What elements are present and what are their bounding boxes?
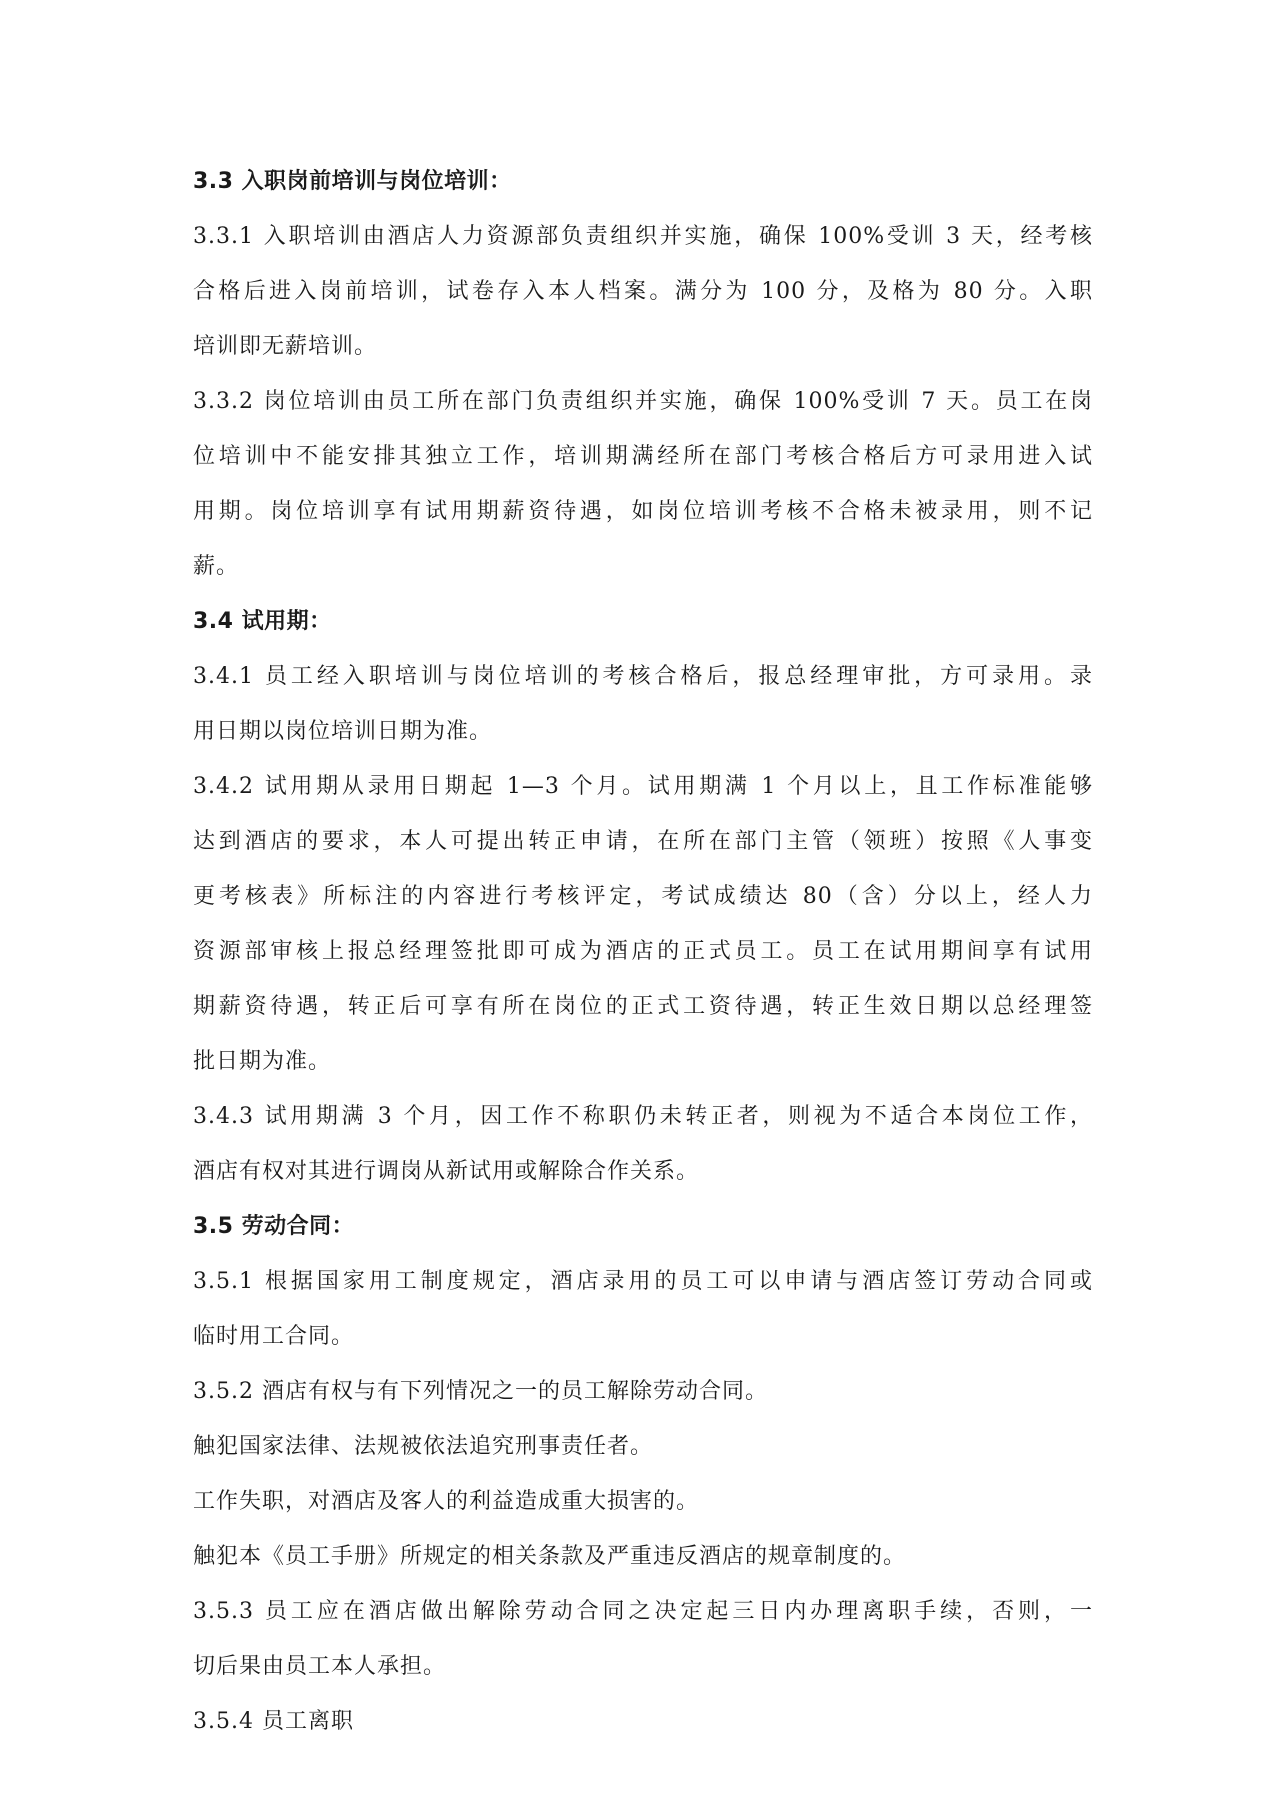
paragraph-line: 期薪资待遇，转正后可享有所在岗位的正式工资待遇，转正生效日期以总经理签 bbox=[193, 994, 1093, 1019]
paragraph-line: 3.4.3 试用期满 3 个月，因工作不称职仍未转正者，则视为不适合本岗位工作， bbox=[193, 1104, 1093, 1129]
section-heading-3-3: 3.3 入职岗前培训与岗位培训： bbox=[193, 169, 512, 194]
paragraph-line: 合格后进入岗前培训，试卷存入本人档案。满分为 100 分，及格为 80 分。入职 bbox=[193, 279, 1093, 304]
paragraph-line: 资源部审核上报总经理签批即可成为酒店的正式员工。员工在试用期间享有试用 bbox=[193, 939, 1093, 964]
paragraph-line: 批日期为准。 bbox=[193, 1049, 332, 1074]
paragraph-line: 工作失职，对酒店及客人的利益造成重大损害的。 bbox=[193, 1489, 700, 1514]
paragraph-line: 3.5.3 员工应在酒店做出解除劳动合同之决定起三日内办理离职手续，否则，一 bbox=[193, 1599, 1093, 1624]
paragraph-line: 3.5.2 酒店有权与有下列情况之一的员工解除劳动合同。 bbox=[193, 1379, 768, 1404]
paragraph-line: 3.4.1 员工经入职培训与岗位培训的考核合格后，报总经理审批，方可录用。录 bbox=[193, 664, 1093, 689]
paragraph-line: 临时用工合同。 bbox=[193, 1324, 355, 1349]
paragraph-line: 触犯国家法律、法规被依法追究刑事责任者。 bbox=[193, 1434, 654, 1459]
paragraph-line: 触犯本《员工手册》所规定的相关条款及严重违反酒店的规章制度的。 bbox=[193, 1544, 907, 1569]
section-heading-3-5: 3.5 劳动合同： bbox=[193, 1214, 355, 1239]
section-heading-3-4: 3.4 试用期： bbox=[193, 609, 332, 634]
document-body bbox=[193, 163, 1093, 1758]
paragraph-line: 3.3.1 入职培训由酒店人力资源部负责组织并实施，确保 100%受训 3 天，经考核 bbox=[193, 224, 1093, 249]
paragraph-line: 酒店有权对其进行调岗从新试用或解除合作关系。 bbox=[193, 1159, 700, 1184]
paragraph-line: 更考核表》所标注的内容进行考核评定，考试成绩达 80（含）分以上，经人力 bbox=[193, 884, 1093, 909]
paragraph-line: 位培训中不能安排其独立工作，培训期满经所在部门考核合格后方可录用进入试 bbox=[193, 444, 1093, 469]
paragraph-line: 切后果由员工本人承担。 bbox=[193, 1654, 447, 1679]
paragraph-line: 3.3.2 岗位培训由员工所在部门负责组织并实施，确保 100%受训 7 天。员工在岗 bbox=[193, 389, 1093, 414]
paragraph-line: 薪。 bbox=[193, 554, 240, 579]
paragraph-line: 3.5.1 根据国家用工制度规定，酒店录用的员工可以申请与酒店签订劳动合同或 bbox=[193, 1269, 1093, 1294]
paragraph-line: 培训即无薪培训。 bbox=[193, 334, 378, 359]
paragraph-line: 3.5.4 员工离职 bbox=[193, 1709, 354, 1734]
paragraph-line: 3.4.2 试用期从录用日期起 1—3 个月。试用期满 1 个月以上，且工作标准能够 bbox=[193, 774, 1093, 799]
paragraph-line: 用期。岗位培训享有试用期薪资待遇，如岗位培训考核不合格未被录用，则不记 bbox=[193, 499, 1093, 524]
paragraph-line: 达到酒店的要求，本人可提出转正申请，在所在部门主管（领班）按照《人事变 bbox=[193, 829, 1093, 854]
paragraph-line: 用日期以岗位培训日期为准。 bbox=[193, 719, 493, 744]
